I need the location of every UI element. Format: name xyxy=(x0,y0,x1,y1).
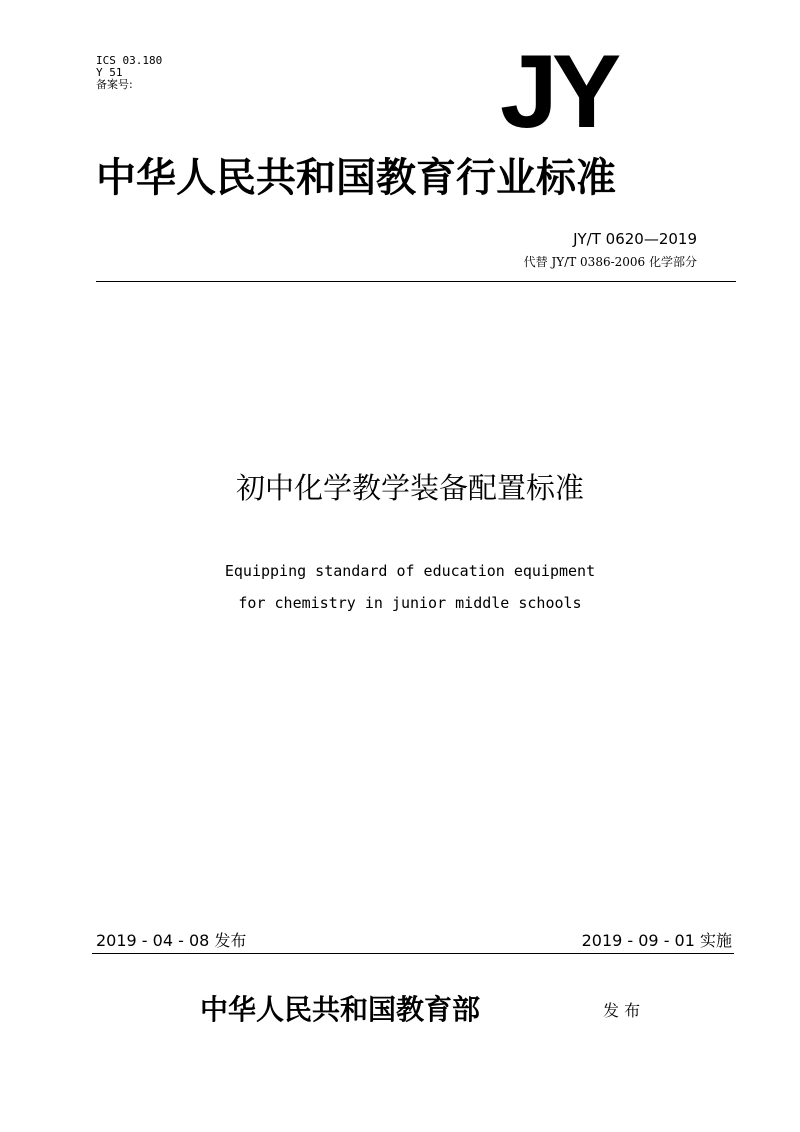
filing-number-label: 备案号: xyxy=(96,78,133,91)
issue-action-label: 发 布 xyxy=(603,1001,641,1020)
document-title-cn: 初中化学教学装备配置标准 xyxy=(235,471,584,505)
issue-date: 2019 - 04 - 08 发布 xyxy=(96,931,247,950)
issuing-authority: 中华人民共和国教育部 xyxy=(200,993,481,1026)
document-title-en-line2: for chemistry in junior middle schools xyxy=(238,594,582,612)
replaces-standard: 代替 JY/T 0386-2006 化学部分 xyxy=(523,255,697,269)
standard-classification-title: 中华人民共和国教育行业标准 xyxy=(96,154,616,201)
header-divider xyxy=(96,281,736,282)
ics-code: ICS 03.180 xyxy=(96,54,163,67)
standard-number: JY/T 0620—2019 xyxy=(573,230,697,248)
footer-divider xyxy=(92,953,734,954)
ccs-code: Y 51 xyxy=(96,66,123,79)
implementation-date: 2019 - 09 - 01 实施 xyxy=(581,931,732,950)
jy-logo: JY xyxy=(500,34,616,150)
document-title-en-line1: Equipping standard of education equipment xyxy=(224,562,596,580)
